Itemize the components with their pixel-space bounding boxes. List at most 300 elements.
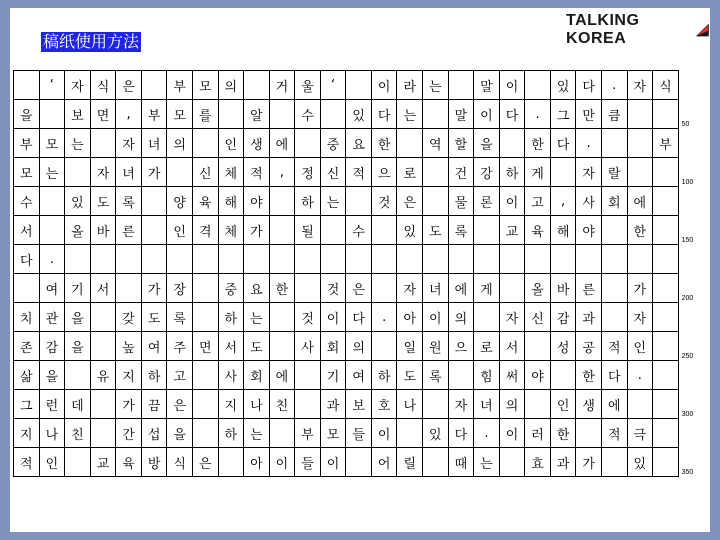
grid-cell: 녀	[116, 158, 142, 187]
grid-row	[14, 303, 710, 332]
grid-cell: 식	[90, 71, 116, 100]
grid-cell: 친	[65, 419, 91, 448]
grid-cell: 체	[218, 216, 244, 245]
grid-cell: 러	[525, 419, 551, 448]
grid-cell: 보	[65, 100, 91, 129]
grid-cell: 장	[167, 274, 193, 303]
grid-cell: 중	[320, 129, 346, 158]
grid-cell	[295, 361, 321, 390]
grid-cell: 인	[550, 390, 576, 419]
grid-cell: 이	[371, 419, 397, 448]
grid-cell	[295, 245, 321, 274]
grid-cell	[423, 158, 449, 187]
brand-logo-text: TALKING KOREA	[566, 12, 640, 47]
grid-cell: 호	[371, 390, 397, 419]
brand-logo	[566, 12, 710, 47]
grid-cell: 라	[397, 71, 423, 100]
grid-cell	[192, 390, 218, 419]
grid-cell: 록	[423, 361, 449, 390]
grid-cell: 인	[218, 129, 244, 158]
grid-cell: 는	[397, 100, 423, 129]
grid-cell	[474, 216, 500, 245]
grid-cell	[423, 448, 449, 477]
slide-title: 稿纸使用方法	[43, 32, 140, 51]
grid-cell: 바	[550, 274, 576, 303]
grid-cell: 다	[448, 419, 474, 448]
grid-cell	[116, 274, 142, 303]
grid-cell: 신	[320, 158, 346, 187]
grid-cell: 을	[65, 303, 91, 332]
grid-cell: 바	[90, 216, 116, 245]
grid-cell	[448, 361, 474, 390]
grid-cell: 의	[448, 303, 474, 332]
grid-cell: 른	[116, 216, 142, 245]
grid-cell: 모	[320, 419, 346, 448]
grid-cell: 릴	[397, 448, 423, 477]
row-count-label: 150	[681, 236, 694, 244]
grid-cell: 존	[14, 332, 40, 361]
grid-cell: 수	[346, 216, 372, 245]
grid-cell: 친	[269, 390, 295, 419]
grid-cell: 자	[627, 71, 653, 100]
row-count-label: 50	[681, 120, 690, 128]
grid-cell	[39, 187, 65, 216]
grid-cell	[39, 216, 65, 245]
grid-cell: 일	[397, 332, 423, 361]
grid-cell	[269, 100, 295, 129]
grid-cell: 가	[576, 448, 602, 477]
grid-cell	[653, 100, 679, 129]
grid-cell: 올	[525, 274, 551, 303]
grid-cell: 한	[371, 129, 397, 158]
grid-cell	[601, 216, 627, 245]
grid-cell	[653, 245, 679, 274]
grid-cell: ,	[116, 100, 142, 129]
grid-cell	[397, 245, 423, 274]
grid-cell: 말	[448, 100, 474, 129]
grid-cell: 의	[346, 332, 372, 361]
grid-cell: 자	[397, 274, 423, 303]
grid-cell	[525, 332, 551, 361]
grid-cell: 육	[525, 216, 551, 245]
grid-cell	[346, 245, 372, 274]
grid-cell: 녀	[474, 390, 500, 419]
grid-cell	[627, 100, 653, 129]
grid-cell	[90, 390, 116, 419]
grid-cell	[90, 419, 116, 448]
grid-cell: 한	[550, 419, 576, 448]
grid-cell: 육	[116, 448, 142, 477]
grid-cell	[167, 245, 193, 274]
grid-cell: 녀	[423, 274, 449, 303]
grid-cell: 치	[14, 303, 40, 332]
row-count-label: 250	[681, 352, 694, 360]
grid-cell: 의	[218, 71, 244, 100]
grid-cell: ,	[550, 187, 576, 216]
grid-cell: 있	[65, 187, 91, 216]
grid-cell: 나	[244, 390, 270, 419]
grid-cell: 은	[116, 71, 142, 100]
row-count-label	[678, 419, 709, 448]
grid-cell	[601, 448, 627, 477]
grid-cell: 해	[550, 216, 576, 245]
row-count-label	[678, 187, 709, 216]
grid-cell: 생	[244, 129, 270, 158]
grid-cell: .	[371, 303, 397, 332]
grid-cell	[550, 361, 576, 390]
grid-row	[14, 216, 710, 245]
grid-cell: .	[39, 245, 65, 274]
grid-cell: 식	[653, 71, 679, 100]
grid-cell: 아	[244, 448, 270, 477]
grid-cell: 하	[499, 158, 525, 187]
grid-cell	[653, 332, 679, 361]
grid-cell: .	[474, 419, 500, 448]
grid-cell: 과	[576, 303, 602, 332]
grid-cell: 게	[474, 274, 500, 303]
grid-cell	[653, 274, 679, 303]
grid-cell: 생	[576, 390, 602, 419]
grid-cell: 에	[448, 274, 474, 303]
grid-cell: 방	[141, 448, 167, 477]
grid-row	[14, 419, 710, 448]
grid-cell	[627, 390, 653, 419]
grid-cell: 공	[576, 332, 602, 361]
grid-cell: 다	[550, 129, 576, 158]
grid-cell: 이	[499, 187, 525, 216]
grid-cell	[295, 274, 321, 303]
grid-cell: 자	[116, 129, 142, 158]
grid-cell: 아	[397, 303, 423, 332]
grid-cell: 런	[39, 390, 65, 419]
grid-cell: 는	[320, 187, 346, 216]
grid-cell	[90, 129, 116, 158]
grid-cell	[423, 100, 449, 129]
grid-cell: 역	[423, 129, 449, 158]
grid-cell	[218, 100, 244, 129]
grid-cell: 교	[90, 448, 116, 477]
grid-cell: 유	[90, 361, 116, 390]
grid-cell: 을	[474, 129, 500, 158]
grid-cell	[141, 216, 167, 245]
grid-cell	[39, 100, 65, 129]
grid-cell: 는	[65, 129, 91, 158]
grid-cell	[423, 390, 449, 419]
grid-cell	[653, 448, 679, 477]
grid-row	[14, 129, 710, 158]
grid-cell: .	[601, 71, 627, 100]
row-count-label	[678, 129, 709, 158]
grid-cell	[65, 158, 91, 187]
grid-cell	[295, 390, 321, 419]
grid-cell: 고	[167, 361, 193, 390]
grid-cell: 극	[627, 419, 653, 448]
grid-cell	[65, 448, 91, 477]
grid-cell	[320, 216, 346, 245]
grid-cell	[576, 419, 602, 448]
grid-cell: 자	[90, 158, 116, 187]
grid-cell: 성	[550, 332, 576, 361]
grid-cell	[90, 303, 116, 332]
grid-cell: 될	[295, 216, 321, 245]
grid-row	[14, 390, 710, 419]
grid-cell: 부	[167, 71, 193, 100]
grid-cell: 과	[320, 390, 346, 419]
grid-cell: 부	[14, 129, 40, 158]
row-count-label: 350	[681, 468, 694, 476]
grid-cell	[499, 448, 525, 477]
grid-cell: 여	[346, 361, 372, 390]
grid-cell: 로	[474, 332, 500, 361]
grid-cell	[116, 245, 142, 274]
grid-cell: 이	[499, 71, 525, 100]
grid-cell: 적	[14, 448, 40, 477]
grid-cell: 이	[474, 100, 500, 129]
grid-cell: 한	[269, 274, 295, 303]
grid-cell: 지	[14, 419, 40, 448]
grid-cell: ‘	[320, 71, 346, 100]
grid-cell: 도	[423, 216, 449, 245]
grid-cell	[423, 187, 449, 216]
grid-cell: 는	[423, 71, 449, 100]
grid-cell: 물	[448, 187, 474, 216]
grid-cell: 신	[525, 303, 551, 332]
grid-cell	[141, 187, 167, 216]
grid-cell: 할	[448, 129, 474, 158]
grid-cell	[269, 332, 295, 361]
grid-cell: 에	[269, 361, 295, 390]
grid-cell: 써	[499, 361, 525, 390]
grid-cell: 하	[371, 361, 397, 390]
grid-cell: 야	[576, 216, 602, 245]
grid-cell: 자	[499, 303, 525, 332]
grid-cell	[192, 361, 218, 390]
grid-cell: 울	[295, 71, 321, 100]
grid-cell: 있	[550, 71, 576, 100]
grid-cell	[474, 245, 500, 274]
grid-cell: 적	[244, 158, 270, 187]
grid-cell	[653, 419, 679, 448]
grid-cell: 사	[576, 187, 602, 216]
grid-cell: 에	[601, 390, 627, 419]
grid-cell: 사	[295, 332, 321, 361]
row-count-label	[678, 245, 709, 274]
grid-cell: 삶	[14, 361, 40, 390]
grid-cell: 기	[65, 274, 91, 303]
grid-cell: 신	[192, 158, 218, 187]
grid-cell: 식	[167, 448, 193, 477]
grid-cell	[269, 245, 295, 274]
grid-cell: 있	[627, 448, 653, 477]
grid-cell: 있	[423, 419, 449, 448]
grid-cell	[371, 332, 397, 361]
grid-cell: 있	[397, 216, 423, 245]
grid-cell	[218, 245, 244, 274]
grid-cell: 부	[653, 129, 679, 158]
grid-cell: 들	[295, 448, 321, 477]
grid-cell: 회	[320, 332, 346, 361]
grid-cell	[601, 245, 627, 274]
grid-cell: 부	[141, 100, 167, 129]
grid-cell	[346, 448, 372, 477]
grid-cell: 효	[525, 448, 551, 477]
grid-cell: 지	[218, 390, 244, 419]
grid-cell	[653, 216, 679, 245]
grid-cell	[192, 245, 218, 274]
grid-cell: 나	[39, 419, 65, 448]
grid-cell	[192, 274, 218, 303]
row-count-label	[678, 303, 709, 332]
grid-cell: 간	[116, 419, 142, 448]
grid-cell: .	[525, 100, 551, 129]
grid-cell: 모	[14, 158, 40, 187]
grid-cell: 인	[39, 448, 65, 477]
grid-cell: 하	[295, 187, 321, 216]
grid-cell: 올	[65, 216, 91, 245]
grid-cell: 서	[14, 216, 40, 245]
grid-cell: 과	[550, 448, 576, 477]
grid-cell	[218, 448, 244, 477]
grid-cell: 다	[601, 361, 627, 390]
grid-cell: 건	[448, 158, 474, 187]
grid-cell: 힘	[474, 361, 500, 390]
grid-cell: 갖	[116, 303, 142, 332]
grid-cell: 을	[167, 419, 193, 448]
grid-cell: 어	[371, 448, 397, 477]
grid-cell: 교	[499, 216, 525, 245]
grid-cell: 가	[627, 274, 653, 303]
grid-cell: 가	[116, 390, 142, 419]
grid-cell	[653, 187, 679, 216]
grid-cell	[525, 245, 551, 274]
grid-cell: 하	[141, 361, 167, 390]
grid-cell: 을	[65, 332, 91, 361]
grid-cell: 이	[269, 448, 295, 477]
grid-cell: 감	[550, 303, 576, 332]
grid-cell: 것	[295, 303, 321, 332]
grid-cell	[269, 419, 295, 448]
grid-cell: 감	[39, 332, 65, 361]
grid-cell: 격	[192, 216, 218, 245]
grid-cell: 여	[141, 332, 167, 361]
grid-cell	[141, 71, 167, 100]
grid-cell	[244, 71, 270, 100]
grid-cell	[295, 129, 321, 158]
grid-cell	[525, 71, 551, 100]
grid-cell	[448, 71, 474, 100]
grid-cell: 은	[167, 390, 193, 419]
grid-cell	[448, 245, 474, 274]
grid-cell: 이	[371, 71, 397, 100]
grid-cell: 중	[218, 274, 244, 303]
grid-cell: 해	[218, 187, 244, 216]
grid-cell: 기	[320, 361, 346, 390]
grid-cell: 그	[550, 100, 576, 129]
grid-cell: 여	[39, 274, 65, 303]
grid-cell: 랄	[601, 158, 627, 187]
grid-cell: 이	[423, 303, 449, 332]
grid-cell	[525, 390, 551, 419]
grid-cell	[601, 129, 627, 158]
grid-cell: 정	[295, 158, 321, 187]
grid-cell	[423, 245, 449, 274]
grid-cell	[499, 245, 525, 274]
grid-cell: 관	[39, 303, 65, 332]
grid-cell: 끔	[141, 390, 167, 419]
grid-cell: 으	[371, 158, 397, 187]
grid-cell: 자	[65, 71, 91, 100]
grid-cell: 다	[499, 100, 525, 129]
grid-cell: 야	[525, 361, 551, 390]
grid-cell: 사	[218, 361, 244, 390]
grid-cell	[627, 245, 653, 274]
grid-cell: 는	[244, 419, 270, 448]
grid-cell: 큼	[601, 100, 627, 129]
grid-cell: 으	[448, 332, 474, 361]
grid-cell: 은	[346, 274, 372, 303]
grid-cell: 은	[397, 187, 423, 216]
grid-cell: 인	[627, 332, 653, 361]
grid-cell	[346, 71, 372, 100]
grid-cell	[141, 245, 167, 274]
grid-cell	[65, 361, 91, 390]
grid-cell	[371, 216, 397, 245]
grid-cell: 모	[192, 71, 218, 100]
grid-cell	[192, 303, 218, 332]
grid-cell: 이	[320, 303, 346, 332]
grid-cell: 거	[269, 71, 295, 100]
grid-cell: 자	[627, 303, 653, 332]
grid-cell: 수	[14, 187, 40, 216]
grid-cell: 들	[346, 419, 372, 448]
grid-cell: 한	[627, 216, 653, 245]
grid-cell: 원	[423, 332, 449, 361]
grid-cell: 자	[576, 158, 602, 187]
grid-cell	[14, 274, 40, 303]
grid-cell	[397, 419, 423, 448]
grid-cell: 녀	[141, 129, 167, 158]
grid-cell	[244, 245, 270, 274]
grid-cell: 가	[141, 158, 167, 187]
grid-cell	[653, 303, 679, 332]
grid-cell	[269, 216, 295, 245]
row-count-label: 200	[681, 294, 694, 302]
grid-cell: 게	[525, 158, 551, 187]
grid-cell: 가	[141, 274, 167, 303]
grid-cell	[499, 274, 525, 303]
grid-cell: 는	[474, 448, 500, 477]
grid-cell: 록	[448, 216, 474, 245]
grid-cell: 고	[525, 187, 551, 216]
grid-cell	[14, 71, 40, 100]
slide	[10, 8, 710, 532]
grid-cell: 적	[601, 332, 627, 361]
grid-cell: 지	[116, 361, 142, 390]
grid-cell: 높	[116, 332, 142, 361]
manuscript-grid	[13, 70, 710, 477]
grid-cell: 하	[218, 419, 244, 448]
grid-cell: 른	[576, 274, 602, 303]
grid-cell: ,	[269, 158, 295, 187]
grid-cell: 부	[295, 419, 321, 448]
grid-cell: 면	[90, 100, 116, 129]
grid-cell	[474, 303, 500, 332]
grid-cell	[90, 332, 116, 361]
grid-cell: 적	[346, 158, 372, 187]
grid-cell: 를	[192, 100, 218, 129]
grid-cell: 것	[371, 187, 397, 216]
grid-row	[14, 332, 710, 361]
